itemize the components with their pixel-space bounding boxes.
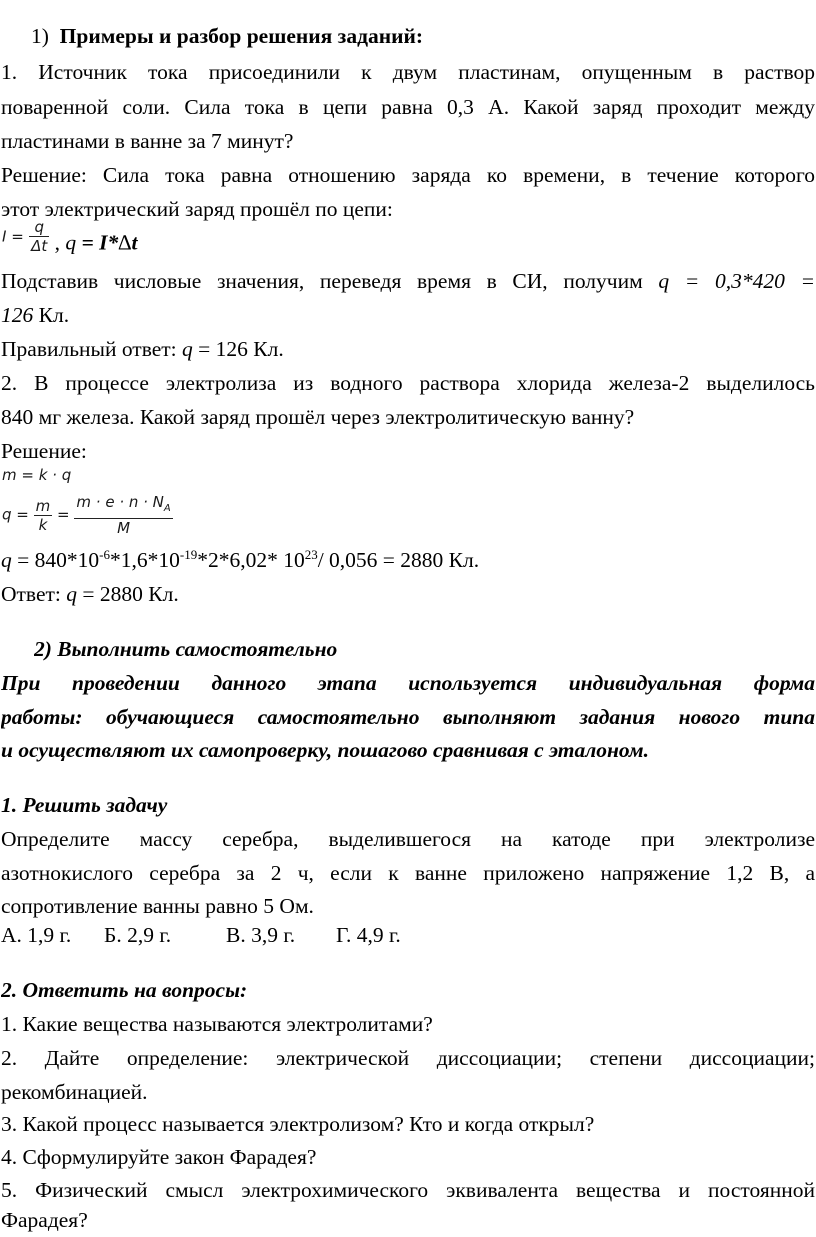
task2-answer: Ответ: q = 2880 Кл. <box>1 582 179 606</box>
mass-formula: m = k · q <box>2 466 72 484</box>
examples-heading: 1) Примеры и разбор решения заданий: <box>31 24 424 48</box>
problem-options <box>1 918 815 952</box>
problem-line-2: азотнокислого серебра за 2 ч, если к ванне приложено напряжение 1,2 В, а <box>1 861 815 885</box>
question-5-line-1: 5. Физический смысл электрохимического эквивалента вещества и постоянной <box>1 1178 815 1202</box>
task2-calculation: $q = 840*10^{-6}*1,6*10^{-19}*2*6,02*$ $10^{23}/$ 0,056 = 2880 Кл. <box>1 547 480 572</box>
question-5-line-2: Фарадея? <box>1 1208 88 1232</box>
task1-line-1: 1. Источник тока присоединили к двум пластинам, опущенным в раствор <box>1 60 815 84</box>
option-b: Б. 2,9 г. <box>104 923 172 947</box>
independent-intro-line-1: При проведении данного этапа используется индивидуальная форма <box>1 671 815 695</box>
question-1: 1. Какие вещества называются электролитами? <box>1 1012 433 1036</box>
question-2-line-2: рекомбинацией. <box>1 1080 148 1104</box>
independent-intro-line-3: и осуществляют их самопроверку, пошагово сравнивая с эталоном. <box>1 738 649 762</box>
task2-line-2: 840 мг железа. Какой заряд прошёл через электролитическую ванну? <box>1 405 635 429</box>
independent-heading: 2) Выполнить самостоятельно <box>34 637 338 661</box>
task1-line-3: пластинами в ванне за 7 минут? <box>1 129 294 153</box>
option-a: А. 1,9 г. <box>1 923 72 947</box>
charge-formula: q = $\frac{m}{k}$ = $\frac{m \cdot e \cdot n \cdot N_A}{M}$ <box>2 493 171 537</box>
task1-line-2: поваренной соли. Сила тока в цепи равна 0,3 А. Какой заряд проходит между <box>1 95 815 119</box>
questions-heading: 2. Ответить на вопросы: <box>1 978 248 1002</box>
independent-intro-line-2: работы: обучающиеся самостоятельно выполняют задания нового типа <box>1 705 815 729</box>
question-3: 3. Какой процесс называется электролизом? Кто и когда открыл? <box>1 1112 595 1136</box>
problem-line-3: сопротивление ванны равно 5 Ом. <box>1 894 314 918</box>
task2-line-1: 2. В процессе электролиза из водного раствора хлорида железа-2 выделилось <box>1 371 815 395</box>
problem-heading: 1. Решить задачу <box>1 793 168 817</box>
option-d: Г. 4,9 г. <box>336 923 401 947</box>
task1-substitution-line-1: Подставив числовые значения, переведя время в СИ, получим q = 0,3*420 = <box>1 269 815 293</box>
current-formula: I = $\frac{q}{\Delta t}$ , q = I*∆t <box>2 218 138 255</box>
option-c: В. 3,9 г. <box>226 923 296 947</box>
task1-answer: Правильный ответ: q = 126 Кл. <box>1 337 284 361</box>
question-2-line-1: 2. Дайте определение: электрической диссоциации; степени диссоциации; <box>1 1046 815 1070</box>
question-4: 4. Сформулируйте закон Фарадея? <box>1 1145 317 1169</box>
task1-solution-line-1: Решение: Сила тока равна отношению заряда ко времени, в течение которого <box>1 163 815 187</box>
problem-line-1: Определите массу серебра, выделившегося на катоде при электролизе <box>1 827 815 851</box>
task2-solution-label: Решение: <box>1 439 87 463</box>
task1-solution-line-2: этот электрический заряд прошёл по цепи: <box>1 197 393 221</box>
task1-substitution-line-2: 126 Кл. <box>1 303 70 327</box>
